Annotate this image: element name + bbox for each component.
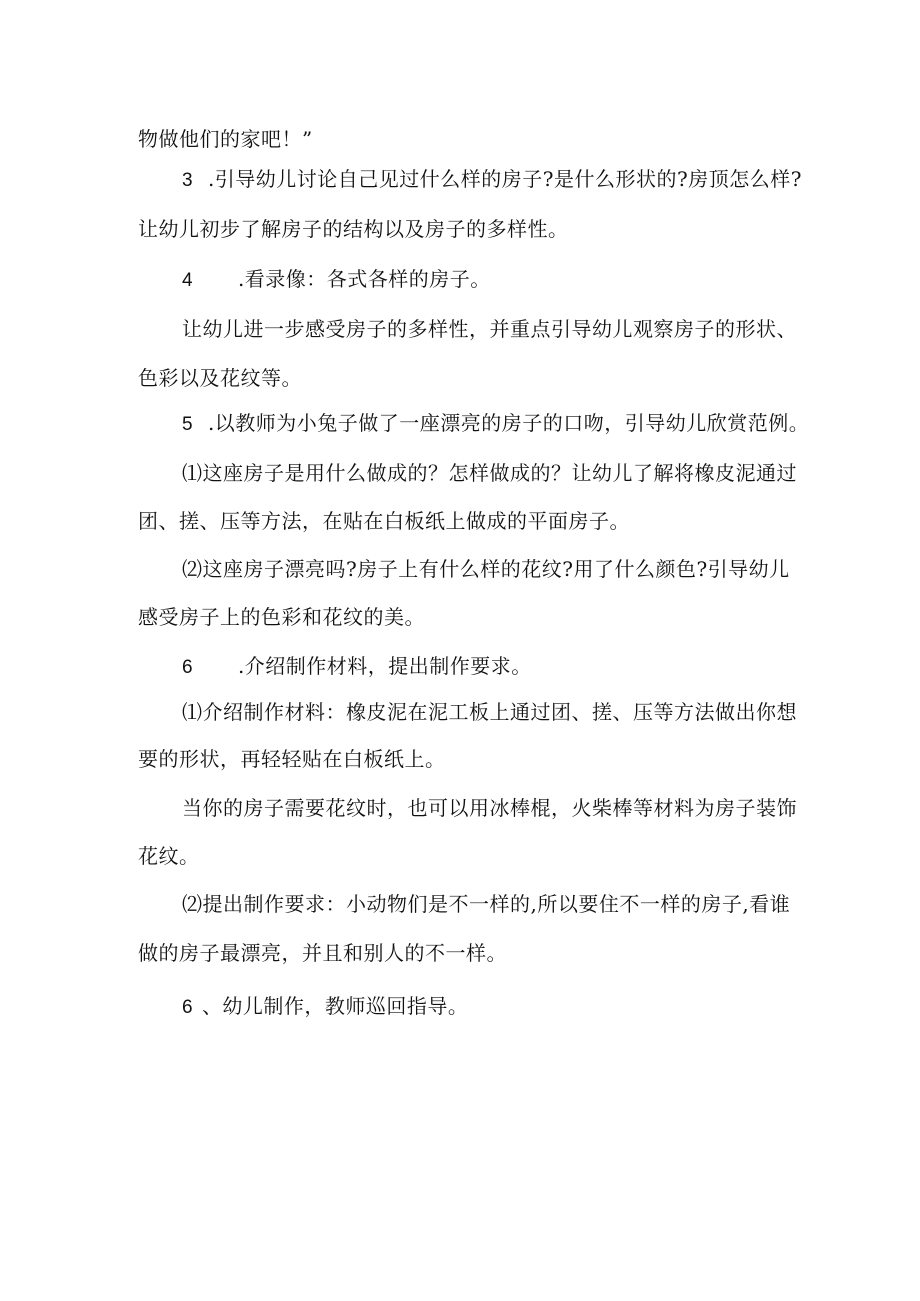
text-line-6 [138,364,302,392]
text-line-15 [182,794,797,822]
list-number: 3 [182,170,194,191]
line-text: 团、搓、压等方法，在贴在白板纸上做成的平面房子。 [138,509,630,533]
line-text: .看录像：各式各样的房子。 [237,267,491,291]
list-number: 6 [182,657,194,678]
line-text: 做的房子最漂亮，并且和别人的不一样。 [138,941,507,965]
list-number: 6 [182,997,194,1018]
list-item-3 [182,165,802,195]
list-number: 5 [182,414,194,435]
line-text: 色彩以及花纹等。 [138,366,302,390]
text-line-11 [138,603,425,631]
list-number: 4 [182,270,194,291]
line-text: 让幼儿初步了解房子的结构以及房子的多样性。 [138,217,569,241]
text-line-9 [138,507,630,535]
line-text: 物做他们的家吧！” [138,127,313,151]
list-item-5 [182,409,809,439]
text-line-14 [138,745,446,773]
text-line-16 [138,842,200,870]
line-text: ⑴这座房子是用什么做成的？怎样做成的？让幼儿了解将橡皮泥通过 [182,461,797,485]
text-line-1 [138,125,313,153]
text-line-8 [182,459,797,487]
line-text: .以教师为小兔子做了一座漂亮的房子的口吻，引导幼儿欣赏范例。 [207,411,810,435]
line-text: ⑴介绍制作材料：橡皮泥在泥工板上通过团、搓、压等方法做出你想 [182,700,797,724]
line-text: 花纹。 [138,844,200,868]
list-item-6-second [182,992,468,1022]
list-item-4 [182,265,491,295]
line-text: 当你的房子需要花纹时，也可以用冰棒棍，火柴棒等材料为房子装饰 [182,796,797,820]
text-line-10 [182,555,790,583]
line-text: ⑵这座房子漂亮吗?房子上有什么样的花纹?用了什么颜色?引导幼儿 [182,557,790,581]
line-text: ⑵提出制作要求：小动物们是不一样的,所以要住不一样的房子,看谁 [182,892,791,916]
text-line-18 [138,939,507,967]
line-text: 、幼儿制作，教师巡回指导。 [201,994,469,1018]
text-line-3 [138,215,569,243]
text-line-17 [182,890,790,918]
line-text: 要的形状，再轻轻贴在白板纸上。 [138,747,446,771]
line-text: 感受房子上的色彩和花纹的美。 [138,605,425,629]
text-line-5 [182,315,797,343]
text-line-13 [182,698,797,726]
line-text: 让幼儿进一步感受房子的多样性，并重点引导幼儿观察房子的形状、 [182,317,797,341]
line-text: .引导幼儿讨论自己见过什么样的房子?是什么形状的?房顶怎么样? [207,167,802,191]
list-item-6 [182,652,532,682]
line-text: .介绍制作材料，提出制作要求。 [237,654,532,678]
